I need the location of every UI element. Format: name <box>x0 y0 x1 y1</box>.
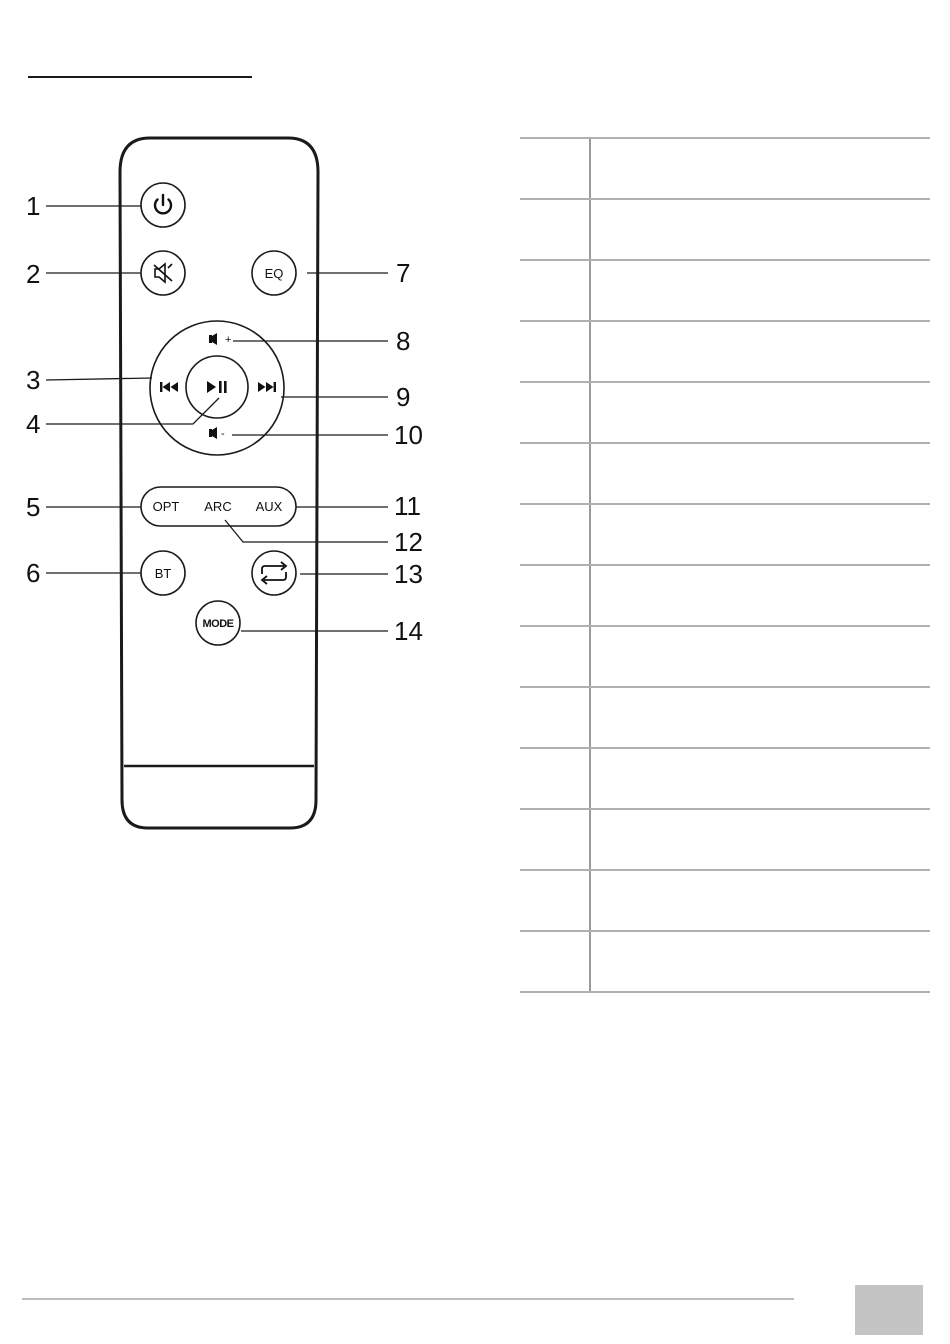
table-row <box>520 930 930 993</box>
callout-9: 9 <box>396 382 411 412</box>
table-row <box>520 564 930 625</box>
callout-4: 4 <box>26 409 41 439</box>
arc-button[interactable]: ARC <box>204 499 232 514</box>
table-cell-description <box>591 139 930 198</box>
play-pause-button[interactable] <box>186 356 248 418</box>
callout-2: 2 <box>26 259 41 289</box>
table-cell-number <box>520 627 591 686</box>
callout-10: 10 <box>394 420 423 450</box>
table-cell-number <box>520 200 591 259</box>
table-cell-description <box>591 261 930 320</box>
button-function-table <box>520 137 930 993</box>
table-cell-number <box>520 566 591 625</box>
aux-button[interactable]: AUX <box>255 499 283 514</box>
table-cell-description <box>591 932 930 991</box>
bt-button[interactable] <box>141 551 185 595</box>
callout-1: 1 <box>26 191 41 221</box>
callout-8: 8 <box>396 326 411 356</box>
table-cell-number <box>520 261 591 320</box>
eq-button[interactable] <box>252 251 296 295</box>
volume-down-sign: - <box>221 428 225 440</box>
table-row <box>520 442 930 503</box>
table-cell-number <box>520 932 591 991</box>
mute-button[interactable] <box>141 251 185 295</box>
table-row <box>520 686 930 747</box>
table-row <box>520 625 930 686</box>
remote-body <box>120 138 318 828</box>
table-cell-number <box>520 688 591 747</box>
table-cell-description <box>591 688 930 747</box>
table-cell-description <box>591 444 930 503</box>
table-cell-description <box>591 383 930 442</box>
table-cell-description <box>591 749 930 808</box>
callout-7: 7 <box>396 258 411 288</box>
callout-13: 13 <box>394 559 423 589</box>
table-cell-description <box>591 627 930 686</box>
table-cell-number <box>520 139 591 198</box>
table-cell-number <box>520 749 591 808</box>
table-cell-description <box>591 322 930 381</box>
table-row <box>520 381 930 442</box>
eq-button-label: EQ <box>264 266 284 281</box>
table-cell-number <box>520 383 591 442</box>
callout-6: 6 <box>26 558 41 588</box>
volume-up-sign: + <box>225 334 232 346</box>
table-cell-number <box>520 871 591 930</box>
bt-button-label: BT <box>154 566 172 581</box>
table-cell-description <box>591 871 930 930</box>
table-cell-description <box>591 200 930 259</box>
table-row <box>520 808 930 869</box>
table-row <box>520 198 930 259</box>
table-row <box>520 320 930 381</box>
callout-11: 11 <box>394 491 421 521</box>
callout-14: 14 <box>394 616 423 646</box>
opt-button[interactable]: OPT <box>152 499 180 514</box>
callout-12: 12 <box>394 527 423 557</box>
table-cell-description <box>591 566 930 625</box>
table-cell-number <box>520 444 591 503</box>
table-cell-number <box>520 322 591 381</box>
table-row <box>520 259 930 320</box>
table-cell-number <box>520 810 591 869</box>
footer-rule <box>22 1298 794 1300</box>
table-row <box>520 503 930 564</box>
power-button[interactable] <box>141 183 185 227</box>
callout-5: 5 <box>26 492 41 522</box>
table-row <box>520 137 930 198</box>
callout-3: 3 <box>26 365 41 395</box>
remote-control-diagram <box>0 0 440 840</box>
table-cell-description <box>591 505 930 564</box>
mode-button[interactable] <box>196 601 240 645</box>
mode-button-label: MODE <box>202 618 234 630</box>
table-cell-number <box>520 505 591 564</box>
repeat-button[interactable] <box>252 551 296 595</box>
page-number-box <box>855 1285 923 1335</box>
table-row <box>520 869 930 930</box>
table-cell-description <box>591 810 930 869</box>
table-row <box>520 747 930 808</box>
